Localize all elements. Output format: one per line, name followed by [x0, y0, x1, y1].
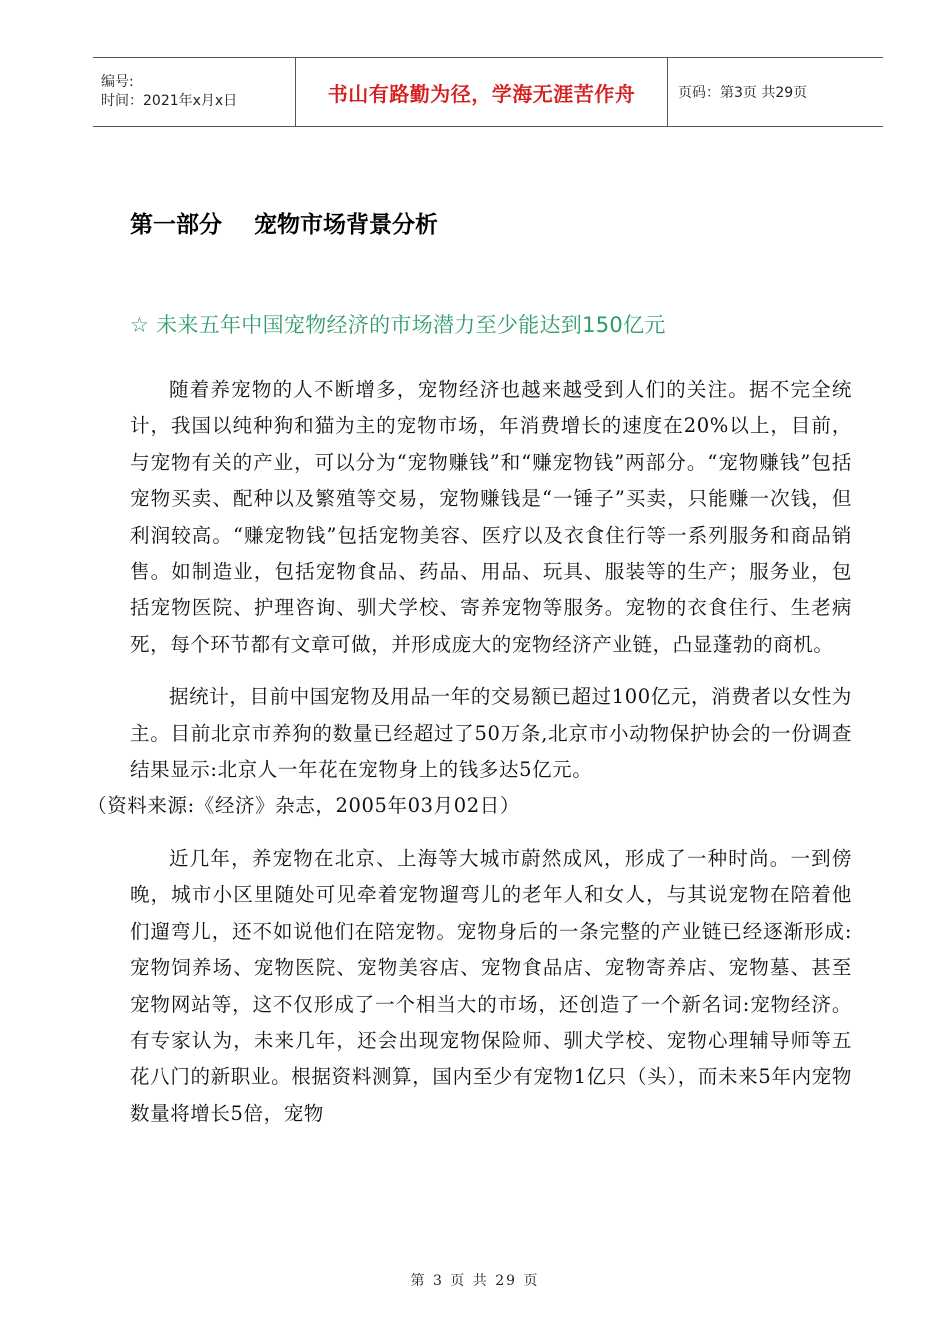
page-header	[93, 57, 883, 127]
paragraph-2-text: 据统计，目前中国宠物及用品一年的交易额已超过100亿元，消费者以女性为主。目前北京市养狗的数量已经超过了50万条,北京市小动物保护协会的一份调查结果显示:北京人一年花在宠物身上的钱多达5亿元。	[130, 685, 852, 782]
paragraph-2	[87, 679, 852, 825]
header-page-info: 页码：第3页 共29页	[678, 85, 808, 101]
body-text	[87, 372, 852, 1132]
header-motto: 书山有路勤为径，学海无涯苦作舟	[295, 58, 668, 126]
number-label: 编号:	[101, 74, 134, 90]
paragraph-3: 近几年，养宠物在北京、上海等大城市蔚然成风，形成了一种时尚。一到傍晚，城市小区里随处可见牵着宠物遛弯儿的老年人和女人，与其说宠物在陪着他们遛弯儿，还不如说他们在陪宠物。宠物身后的一条完整的产业链已经逐渐形成:宠物饲养场、宠物医院、宠物美容店、宠物食品店、宠物寄养店、宠物墓、甚至宠物网站等，这不仅形成了一个相当大的市场，还创造了一个新名词:宠物经济。有专家认为，未来几年，还会出现宠物保险师、驯犬学校、宠物心理辅导师等五花八门的新职业。根据资料测算，国内至少有宠物1亿只（头），而未来5年内宠物数量将增长5倍，宠物	[130, 846, 852, 1125]
part-title: 第一部分 宠物市场背景分析	[130, 212, 439, 238]
section-subheading: ☆ 未来五年中国宠物经济的市场潜力至少能达到150亿元	[130, 313, 666, 337]
source-note: （资料来源:《经济》杂志，2005年03月02日）	[87, 794, 520, 818]
paragraph-1: 随着养宠物的人不断增多，宠物经济也越来越受到人们的关注。据不完全统计，我国以纯种狗和猫为主的宠物市场，年消费增长的速度在20%以上，目前，与宠物有关的产业，可以分为“宠物赚钱”和“赚宠物钱”两部分。“宠物赚钱”包括宠物买卖、配种以及繁殖等交易，宠物赚钱是“一锤子”买卖，只能赚一次钱，但利润较高。“赚宠物钱”包括宠物美容、医疗以及衣食住行等一系列服务和商品销售。如制造业，包括宠物食品、药品、用品、玩具、服装等的生产；服务业，包括宠物医院、护理咨询、驯犬学校、寄养宠物等服务。宠物的衣食住行、生老病死，每个环节都有文章可做，并形成庞大的宠物经济产业链，凸显蓬勃的商机。	[130, 378, 852, 656]
time-label: 时间：2021年x月x日	[101, 93, 238, 109]
page-footer: 第 3 页 共 29 页	[410, 1273, 540, 1289]
header-meta	[93, 58, 295, 126]
